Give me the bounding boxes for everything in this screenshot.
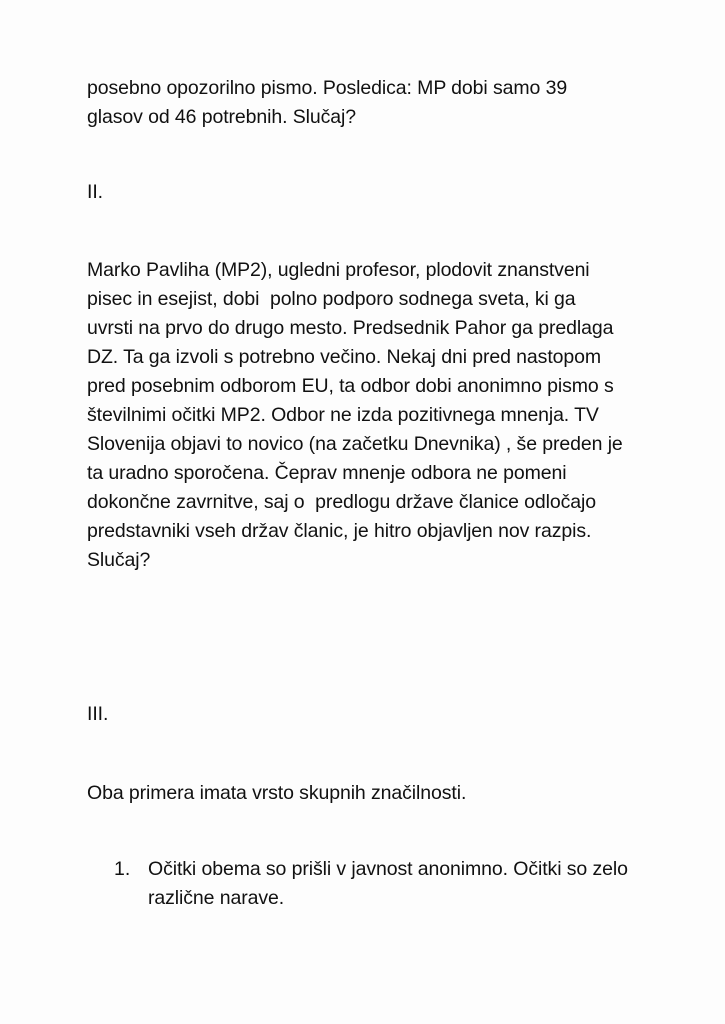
text-line: DZ. Ta ga izvoli s potrebno večino. Nekaj dni pred nastopom	[87, 346, 602, 368]
text-line: Očitki obema so prišli v javnost anonimno. Očitki so zelo	[148, 858, 628, 880]
text-line: glasov od 46 potrebnih. Slučaj?	[87, 106, 357, 128]
text-line: pisec in esejist, dobi polno podporo sodnega sveta, ki ga	[87, 288, 576, 310]
text-line: različne narave.	[148, 887, 285, 909]
text-line: ta uradno sporočena. Čeprav mnenje odbora ne pomeni	[87, 462, 567, 484]
section-intro: Oba primera imata vrsto skupnih značilnosti.	[87, 782, 467, 804]
list-item-number: 1.	[114, 858, 131, 880]
text-line: dokončne zavrnitve, saj o predlogu države članice odločajo	[87, 491, 596, 513]
text-line: predstavniki vseh držav članic, je hitro objavljen nov razpis.	[87, 520, 592, 542]
text-line: Marko Pavliha (MP2), ugledni profesor, plodovit znanstveni	[87, 259, 590, 281]
section-heading: III.	[87, 703, 109, 725]
section-heading: II.	[87, 181, 103, 203]
text-line: Slovenija objavi to novico (na začetku Dnevnika) , še preden je	[87, 433, 623, 455]
text-line: uvrsti na prvo do drugo mesto. Predsednik Pahor ga predlaga	[87, 317, 614, 339]
text-line: posebno opozorilno pismo. Posledica: MP dobi samo 39	[87, 77, 568, 99]
text-line: pred posebnim odborom EU, ta odbor dobi anonimno pismo s	[87, 375, 614, 397]
text-line: Slučaj?	[87, 549, 151, 571]
text-line: številnimi očitki MP2. Odbor ne izda pozitivnega mnenja. TV	[87, 404, 599, 426]
